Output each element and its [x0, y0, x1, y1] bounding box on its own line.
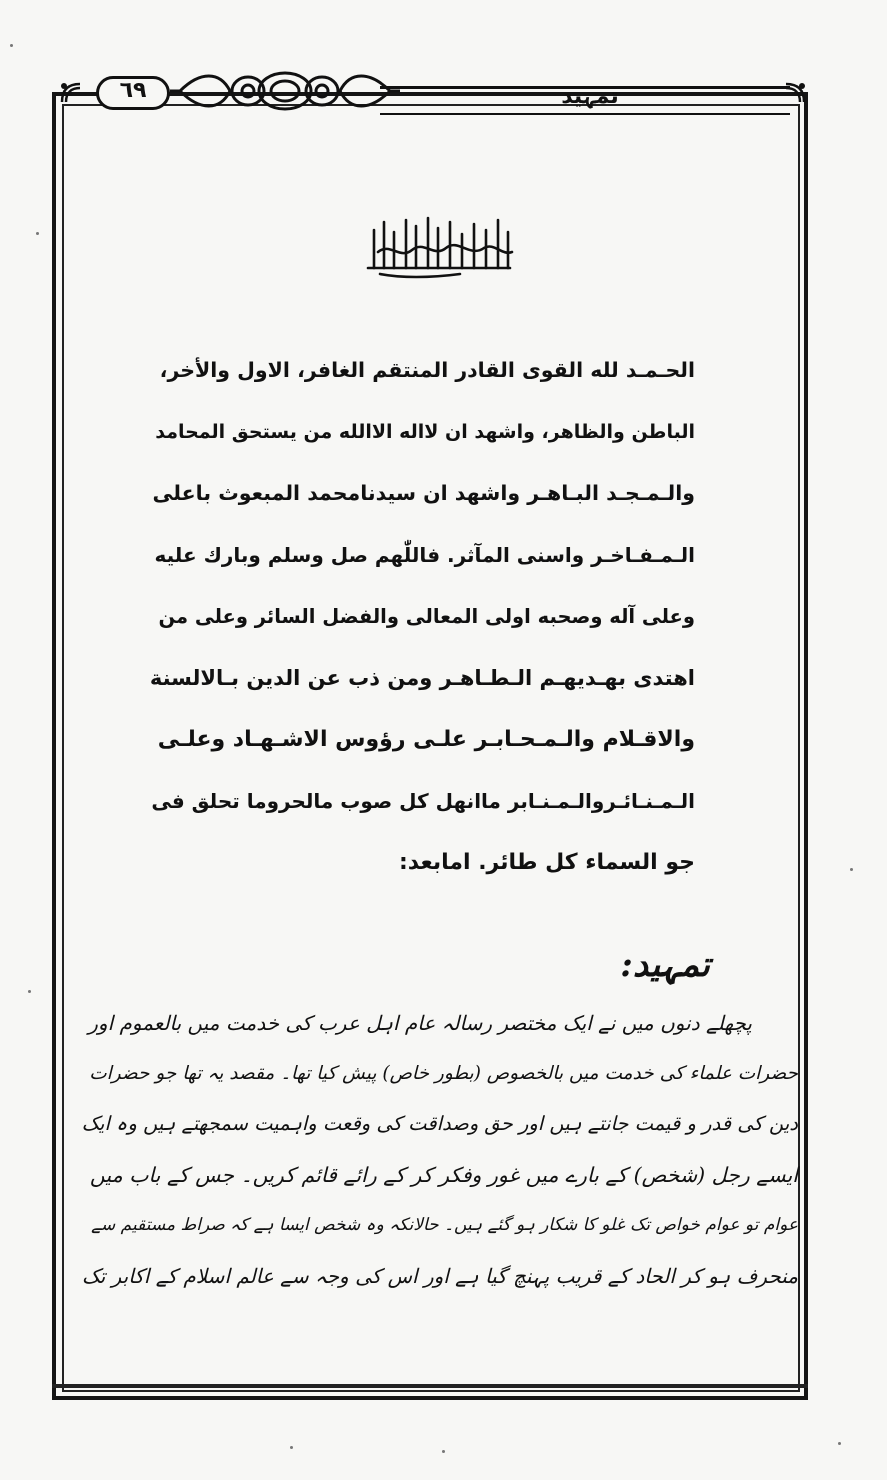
- urdu-line: دین کی قدر و قیمت جانتے ہیں اور حق وصداقت کی وقعت واہمیت سمجھتے ہیں وہ ایک: [81, 1112, 798, 1135]
- arabic-line: والـمـجـد البـاهـر واشهد ان سيدنامحمد المبعوث باعلى: [152, 481, 695, 505]
- arabic-line: اهتدى بهـديهـم الـطـاهـر ومن ذب عن الدين بـالالسنة: [149, 665, 695, 690]
- scan-speck: [10, 44, 13, 47]
- urdu-line: منحرف ہو کر الحاد کے قریب پہنچ گیا ہے اور اس کی وجہ سے عالم اسلام کے اکابر تک: [81, 1263, 798, 1288]
- urdu-paragraph: [78, 998, 798, 1301]
- arabic-line: الباطن والظاهر، واشهد ان لااله الاالله من يستحق المحامد: [155, 420, 695, 443]
- scan-speck: [36, 232, 39, 235]
- header-ornament-icon: [170, 66, 400, 116]
- arabic-line: والاقـلام والـمـحـابـر علـى رؤوس الاشـهـاد وعلـى: [157, 727, 695, 752]
- arabic-line: جو السماء كل طائر. امابعد:: [398, 850, 695, 875]
- urdu-line: ایسے رجل (شخص) کے بارے میں غور وفکر کر کے رائے قائم کریں۔ جس کے باب میں: [89, 1162, 798, 1187]
- scan-speck: [838, 1442, 841, 1445]
- scan-speck: [850, 868, 853, 871]
- section-heading: تمہید:: [620, 945, 710, 985]
- bottom-border-rule: [52, 1384, 808, 1388]
- arabic-line: الـمـنـائـروالـمـنـابر ماانهل كل صوب مالحروما تحلق فى: [151, 788, 695, 813]
- scan-speck: [442, 1450, 445, 1453]
- running-title: تمہید: [561, 84, 619, 109]
- arabic-line: الـمـفـاخـر واسنى المآثر. فاللّٰهم صل وسلم وبارك عليه: [154, 542, 695, 567]
- arabic-line: الحـمـد لله القوى القادر المنتقم الغافر، الاول والأخر،: [159, 358, 695, 382]
- bismillah-calligraphy: [360, 212, 520, 280]
- arabic-khutba: [150, 340, 695, 894]
- arabic-line: وعلى آله وصحبه اولى المعالى والفضل السائر وعلى من: [158, 605, 695, 628]
- corner-ornament-icon: [782, 80, 808, 106]
- urdu-line: عوام تو عوام خواص تک غلو کا شکار ہو گئے ہیں۔ حالانکہ وہ شخص ایسا ہے کہ صراط مستقیم سے: [91, 1215, 798, 1235]
- scan-speck: [290, 1446, 293, 1449]
- urdu-line: حضرات علماء کی خدمت میں بالخصوص (بطور خاص) پیش کیا تھا۔ مقصد یہ تھا جو حضرات: [89, 1062, 798, 1084]
- urdu-line: پچھلے دنوں میں نے ایک مختصر رسالہ عام اہل عرب کی خدمت میں بالعموم اور: [88, 1011, 752, 1035]
- scan-speck: [28, 990, 31, 993]
- corner-ornament-icon: [58, 80, 84, 106]
- page-number: ٦٩: [119, 78, 147, 103]
